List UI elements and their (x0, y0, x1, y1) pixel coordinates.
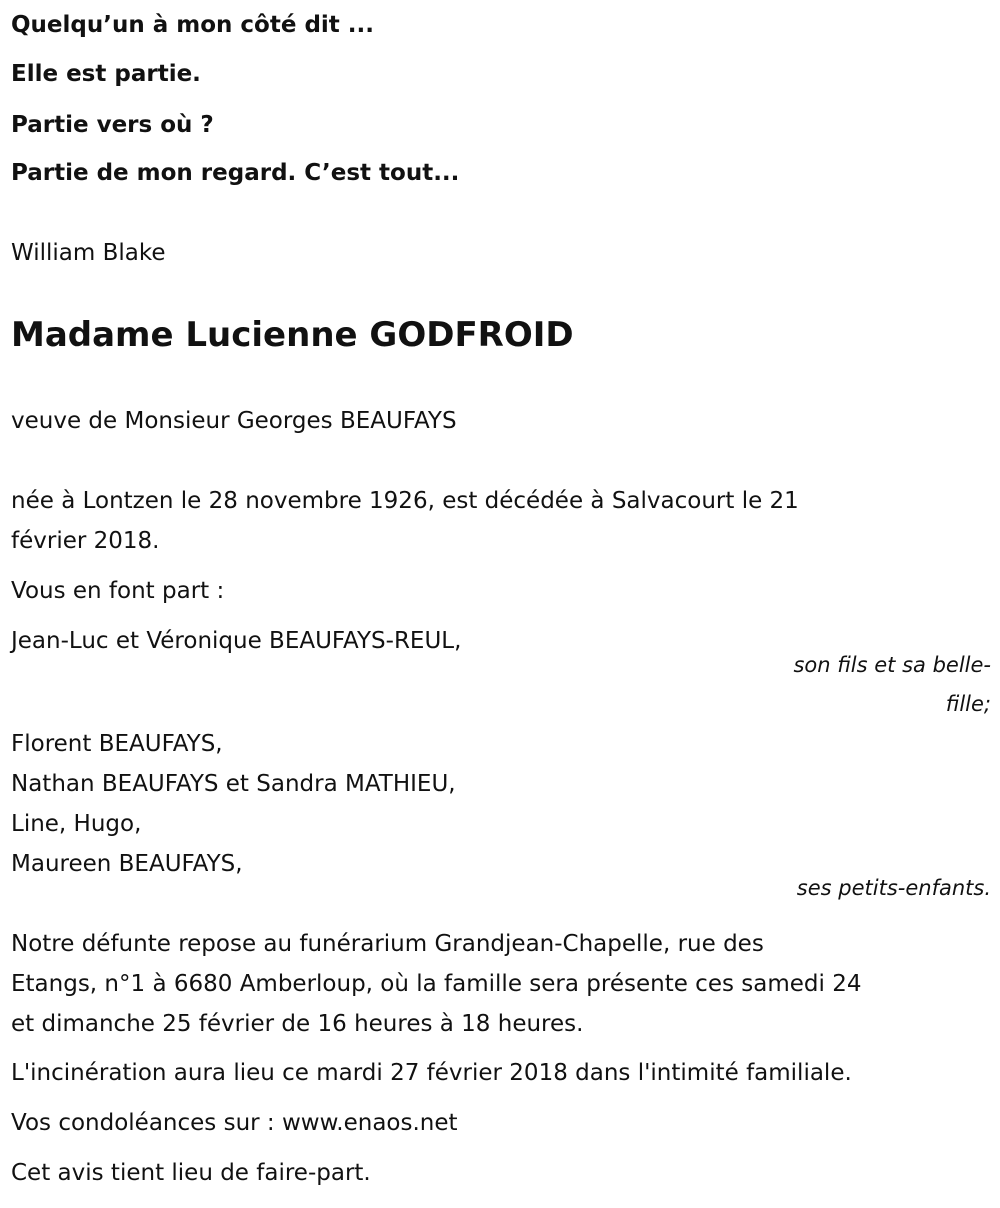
poem-author: William Blake (11, 240, 166, 266)
announcement-intro: Vous en font part : (11, 578, 225, 604)
birth-death-line-1: née à Lontzen le 28 novembre 1926, est décédée à Salvacourt le 21 (11, 488, 799, 514)
poem-line-3: Partie vers où ? (11, 112, 214, 138)
family-name: Florent BEAUFAYS, (11, 731, 223, 757)
widow-of-line: veuve de Monsieur Georges BEAUFAYS (11, 408, 457, 434)
family-name: Maureen BEAUFAYS, (11, 851, 243, 877)
funeral-home-line-3: et dimanche 25 février de 16 heures à 18 heures. (11, 1011, 584, 1037)
cremation-info: L'incinération aura lieu ce mardi 27 février 2018 dans l'intimité familiale. (11, 1060, 852, 1086)
poem-line-1: Quelqu’un à mon côté dit ... (11, 12, 375, 38)
poem-line-4: Partie de mon regard. C’est tout... (11, 160, 460, 186)
funeral-home-line-2: Etangs, n°1 à 6680 Amberloup, où la famille sera présente ces samedi 24 (11, 971, 862, 997)
family-name: Jean-Luc et Véronique BEAUFAYS-REUL, (11, 628, 462, 654)
poem-line-2: Elle est partie. (11, 61, 201, 87)
family-relation: son fils et sa belle- (793, 653, 991, 677)
deceased-name: Madame Lucienne GODFROID (11, 315, 574, 355)
birth-death-line-2: février 2018. (11, 528, 160, 554)
family-name: Line, Hugo, (11, 811, 142, 837)
family-relation: fille; (945, 692, 991, 716)
funeral-home-line-1: Notre défunte repose au funérarium Grandjean-Chapelle, rue des (11, 931, 764, 957)
condolences-line: Vos condoléances sur : www.enaos.net (11, 1110, 458, 1136)
notice-line: Cet avis tient lieu de faire-part. (11, 1160, 371, 1186)
family-name: Nathan BEAUFAYS et Sandra MATHIEU, (11, 771, 456, 797)
family-relation: ses petits-enfants. (796, 876, 991, 900)
